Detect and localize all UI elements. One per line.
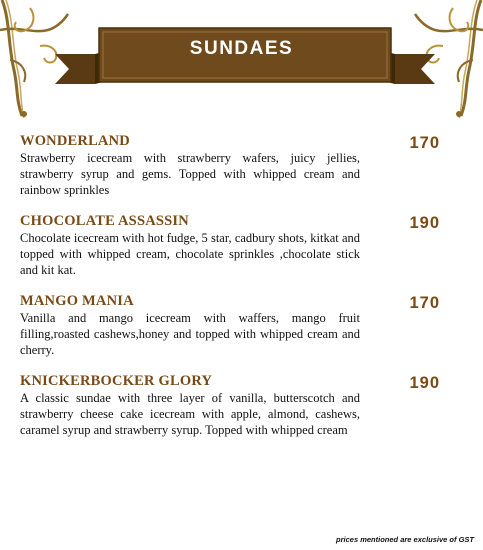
item-name: CHOCOLATE ASSASSIN — [20, 213, 189, 229]
menu-item — [20, 132, 460, 198]
menu-items — [20, 132, 460, 452]
item-name: WONDERLAND — [20, 133, 130, 149]
item-description: Chocolate icecream with hot fudge, 5 star, cadbury shots, kitkat and topped with whipped cream, chocolate sprinkles ,chocolate stick and kit kat. — [20, 231, 360, 277]
item-description: Vanilla and mango icecream with waffers, mango fruit filling,roasted cashews,honey and topped with whipped cream and cherry. — [20, 311, 360, 357]
item-price: 170 — [409, 134, 440, 152]
item-price: 190 — [409, 374, 440, 392]
item-price: 170 — [409, 294, 440, 312]
item-name: MANGO MANIA — [20, 293, 134, 309]
menu-item — [20, 292, 460, 358]
item-name: KNICKERBOCKER GLORY — [20, 373, 213, 389]
item-description: Strawberry icecream with strawberry wafers, juicy jellies, strawberry syrup and gems. Topped with whipped cream and rainbow sprinkles — [20, 151, 360, 197]
menu-item — [20, 372, 460, 438]
gst-note: prices mentioned are exclusive of GST — [336, 535, 474, 544]
item-description: A classic sundae with three layer of vanilla, butterscotch and strawberry cheese cake icecream with apple, almond, cashews, caramel syrup and strawberry syrup. Topped with whipped cream — [20, 391, 360, 437]
page-title: SUNDAES — [189, 38, 294, 59]
item-price: 190 — [409, 214, 440, 232]
menu-item — [20, 212, 460, 278]
